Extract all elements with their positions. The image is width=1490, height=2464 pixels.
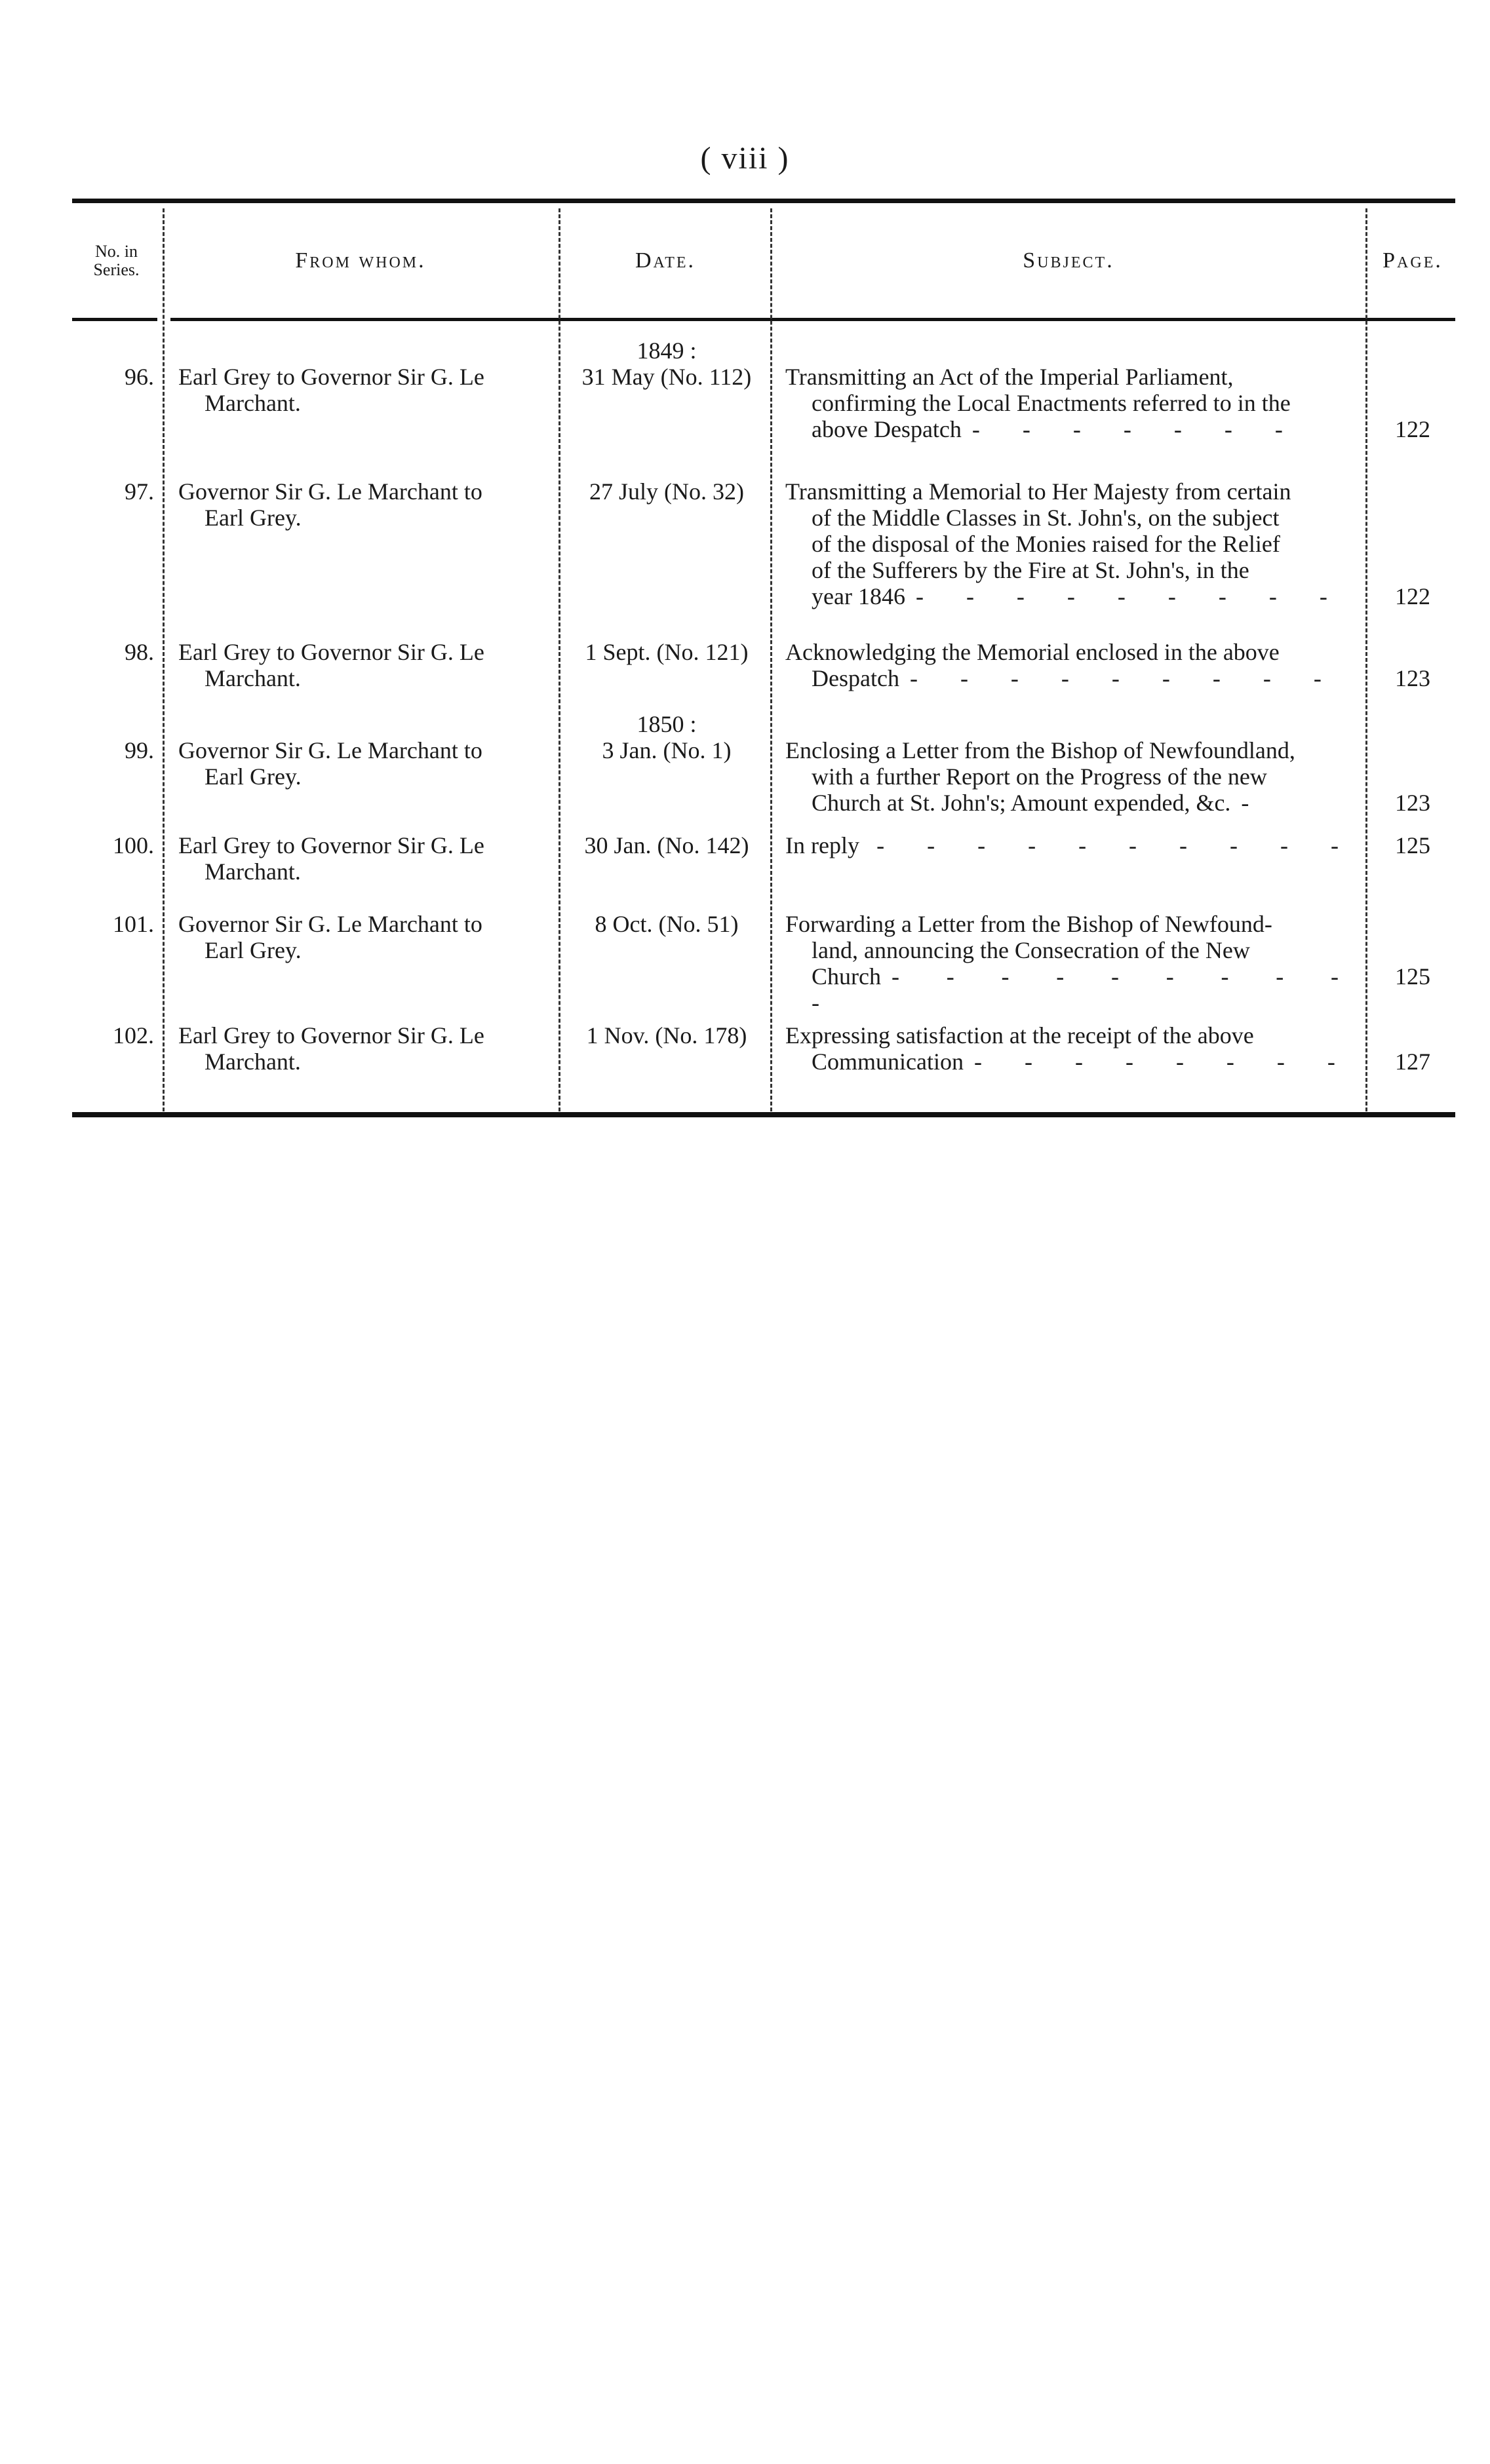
date-value: 8 Oct. (No. 51): [595, 911, 739, 937]
page-ref: 125: [1395, 963, 1430, 990]
page-ref: 123: [1395, 665, 1430, 691]
from-line: Marchant.: [205, 665, 301, 691]
from-line: Governor Sir G. Le Marchant to: [178, 478, 482, 505]
subject-line: of the Middle Classes in St. John's, on the subject: [812, 505, 1280, 531]
page-ref: 123: [1395, 790, 1430, 816]
page-ref: 125: [1395, 832, 1430, 858]
subject-line: of the Sufferers by the Fire at St. John's, in the: [812, 557, 1249, 583]
subject-line: Communication: [812, 1049, 964, 1075]
subject-cell: [785, 832, 1357, 858]
date-cell: [565, 639, 768, 665]
from-line: Earl Grey.: [205, 505, 302, 531]
header-rule-no: [72, 318, 157, 321]
page-ref: 122: [1395, 583, 1430, 609]
subject-cell: [785, 364, 1357, 442]
header-rule: [170, 318, 1455, 321]
subject-line: confirming the Local Enactments referred to in the: [812, 390, 1291, 416]
date-cell: [565, 337, 768, 390]
dot-leader: - - - - - - - - -: [915, 583, 1346, 609]
dot-leader: - - - - - - -: [971, 416, 1301, 442]
series-number: 98.: [125, 639, 154, 665]
dot-leader: - - - - - - - - - -: [812, 963, 1357, 1016]
subject-cell: [785, 911, 1357, 1016]
header-no-in-series: No. in Series.: [93, 242, 140, 279]
subject-line: land, announcing the Consecration of the New: [812, 937, 1250, 963]
subject-line: with a further Report on the Progress of the new: [812, 763, 1267, 790]
from-line: Earl Grey to Governor Sir G. Le: [178, 832, 484, 858]
date-value: 1 Nov. (No. 178): [586, 1022, 747, 1049]
from-whom-cell: [178, 639, 552, 691]
from-line: Earl Grey to Governor Sir G. Le: [178, 639, 484, 665]
date-cell: [565, 478, 768, 505]
year-label: 1849 :: [637, 337, 697, 364]
series-number: 97.: [125, 478, 154, 505]
from-line: Earl Grey.: [205, 937, 302, 963]
header-from-whom: From whom.: [295, 248, 426, 273]
from-whom-cell: [178, 1022, 552, 1075]
date-cell: [565, 832, 768, 858]
from-whom-cell: [178, 832, 552, 885]
date-cell: [565, 911, 768, 937]
from-line: Earl Grey to Governor Sir G. Le: [178, 1022, 484, 1049]
date-value: 31 May (No. 112): [581, 364, 752, 390]
subject-line: above Despatch: [812, 416, 962, 442]
from-line: Marchant.: [205, 390, 301, 416]
date-value: 3 Jan. (No. 1): [602, 737, 732, 763]
page-number: ( viii ): [700, 141, 790, 176]
subject-line: of the disposal of the Monies raised for the Relief: [812, 531, 1280, 557]
column-divider: [1365, 208, 1367, 1111]
header-page: Page.: [1382, 248, 1443, 273]
subject-line: Church: [812, 963, 881, 990]
year-label: 1850 :: [637, 711, 697, 737]
subject-cell: [785, 737, 1357, 816]
table-bottom-rule: [72, 1112, 1455, 1117]
subject-line: Despatch: [812, 665, 899, 691]
dot-leader: - - - - - - - - - -: [876, 832, 1357, 858]
page-ref: 127: [1395, 1049, 1430, 1075]
subject-line: Expressing satisfaction at the receipt of the above: [785, 1022, 1254, 1049]
subject-cell: [785, 639, 1357, 691]
subject-line: Forwarding a Letter from the Bishop of Newfound-: [785, 911, 1272, 937]
subject-line: Transmitting an Act of the Imperial Parliament,: [785, 364, 1234, 390]
column-divider: [559, 208, 560, 1111]
from-line: Earl Grey to Governor Sir G. Le: [178, 364, 484, 390]
series-number: 102.: [113, 1022, 154, 1049]
from-line: Marchant.: [205, 858, 301, 885]
from-line: Earl Grey.: [205, 763, 302, 790]
subject-line: Transmitting a Memorial to Her Majesty from certain: [785, 478, 1291, 505]
column-divider: [770, 208, 772, 1111]
dot-leader: - - - - - - - - -: [909, 665, 1340, 691]
from-line: Marchant.: [205, 1049, 301, 1075]
subject-line: year 1846: [812, 583, 905, 609]
dot-leader: -: [1241, 790, 1268, 816]
series-number: 96.: [125, 364, 154, 390]
series-number: 101.: [113, 911, 154, 937]
column-divider: [163, 208, 165, 1111]
header-date: Date.: [635, 248, 696, 273]
dot-leader: - - - - - - - -: [973, 1049, 1354, 1075]
from-whom-cell: [178, 364, 552, 416]
from-line: Governor Sir G. Le Marchant to: [178, 911, 482, 937]
subject-line: Church at St. John's; Amount expended, &c.: [812, 790, 1231, 816]
from-whom-cell: [178, 737, 552, 790]
date-cell: [565, 1022, 768, 1049]
subject-cell: [785, 1022, 1357, 1075]
page-ref: 122: [1395, 416, 1430, 442]
date-value: 27 July (No. 32): [589, 478, 744, 505]
series-number: 100.: [113, 832, 154, 858]
date-value: 1 Sept. (No. 121): [585, 639, 749, 665]
subject-line: Enclosing a Letter from the Bishop of Newfoundland,: [785, 737, 1295, 763]
subject-cell: [785, 478, 1357, 609]
from-line: Governor Sir G. Le Marchant to: [178, 737, 482, 763]
from-whom-cell: [178, 911, 552, 963]
date-value: 30 Jan. (No. 142): [584, 832, 749, 858]
from-whom-cell: [178, 478, 552, 531]
table-top-rule: [72, 199, 1455, 203]
header-subject: Subject.: [1023, 248, 1114, 273]
date-cell: [565, 711, 768, 763]
subject-line: In reply: [785, 832, 859, 858]
series-number: 99.: [125, 737, 154, 763]
subject-line: Acknowledging the Memorial enclosed in the above: [785, 639, 1280, 665]
